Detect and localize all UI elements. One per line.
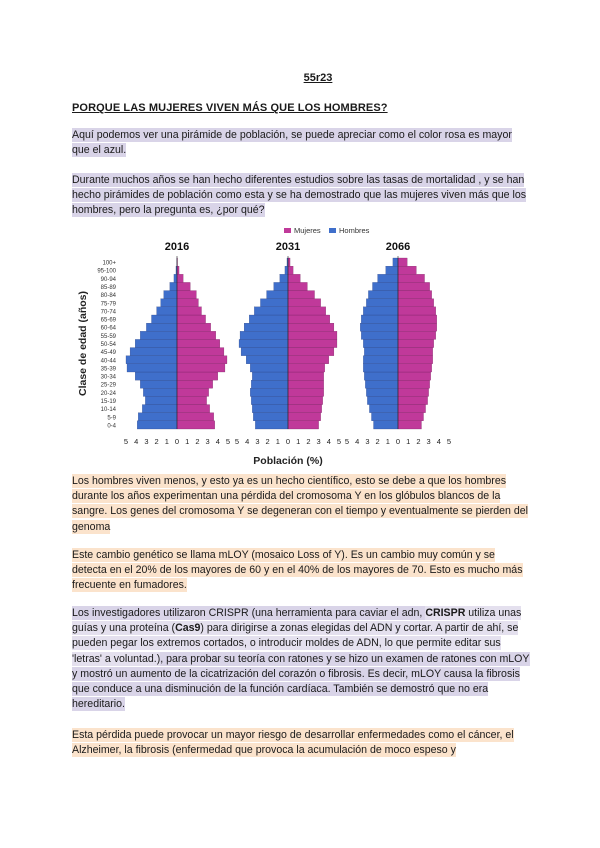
bar-mujeres bbox=[177, 372, 218, 380]
x-tick-label: 5 bbox=[336, 437, 342, 446]
bar-mujeres bbox=[177, 331, 216, 339]
x-tick-label: 2 bbox=[375, 437, 380, 446]
bar-hombres bbox=[369, 405, 398, 413]
bar-mujeres bbox=[398, 396, 428, 404]
bar-hombres bbox=[364, 348, 398, 356]
age-label: 0-4 bbox=[107, 423, 116, 430]
bar-hombres bbox=[373, 282, 399, 290]
bar-mujeres bbox=[398, 405, 426, 413]
paragraph-risks-text: Esta pérdida puede provocar un mayor riesgo de desarrollar enfermedades como el cáncer, el Alzheimer, la fibrosis (enfermedad que provoca la acumulación de moco espeso y bbox=[72, 729, 514, 757]
x-tick-label: 5 bbox=[123, 437, 129, 446]
x-tick-label: 1 bbox=[275, 437, 280, 446]
bar-mujeres bbox=[177, 307, 201, 315]
bar-hombres bbox=[170, 282, 177, 290]
age-label: 55-59 bbox=[100, 333, 116, 340]
bar-mujeres bbox=[288, 291, 315, 299]
age-label: 20-24 bbox=[100, 390, 116, 397]
x-axis-title: Población (%) bbox=[253, 455, 323, 467]
x-tick-label: 5 bbox=[344, 437, 350, 446]
bar-hombres bbox=[253, 413, 288, 421]
paragraph-intro-text: Aquí podemos ver una pirámide de población, se puede apreciar como el color rosa es mayor que el azul. bbox=[72, 129, 512, 157]
bar-hombres bbox=[280, 274, 288, 282]
age-label: 30-34 bbox=[100, 374, 116, 381]
age-label: 50-54 bbox=[100, 342, 116, 348]
bar-hombres bbox=[255, 421, 288, 429]
age-label: 45-49 bbox=[100, 350, 116, 357]
x-tick-label: 1 bbox=[185, 437, 190, 446]
bar-hombres bbox=[360, 323, 398, 331]
x-tick-label: 5 bbox=[234, 437, 240, 446]
legend-swatch-hombres bbox=[329, 228, 336, 233]
x-tick-label: 1 bbox=[385, 437, 390, 446]
paragraph-crispr bbox=[72, 606, 530, 712]
cas9-bold: Cas9 bbox=[175, 622, 201, 635]
bar-hombres bbox=[244, 323, 288, 331]
bar-hombres bbox=[250, 364, 288, 372]
age-label: 80-84 bbox=[100, 293, 116, 300]
crispr-text-a: Los investigadores utilizaron CRISPR (una herramienta para caviar el adn, bbox=[72, 607, 426, 619]
bar-hombres bbox=[252, 372, 288, 380]
bar-mujeres bbox=[398, 299, 434, 307]
bar-mujeres bbox=[398, 274, 425, 282]
y-axis-title: Clase de edad (años) bbox=[77, 290, 89, 397]
document-code: 55r23 bbox=[303, 72, 333, 84]
bar-mujeres bbox=[398, 291, 432, 299]
bar-hombres bbox=[378, 274, 398, 282]
bar-hombres bbox=[366, 299, 398, 307]
bar-hombres bbox=[374, 421, 398, 429]
age-label: 70-74 bbox=[100, 309, 116, 316]
bar-mujeres bbox=[177, 339, 220, 347]
bar-mujeres bbox=[288, 339, 337, 347]
bar-mujeres bbox=[177, 348, 224, 356]
x-tick-label: 2 bbox=[195, 437, 200, 446]
bar-hombres bbox=[260, 299, 288, 307]
paragraph-intro bbox=[72, 128, 530, 158]
bar-mujeres bbox=[398, 258, 407, 266]
bar-mujeres bbox=[288, 421, 319, 429]
x-tick-label: 2 bbox=[265, 437, 270, 446]
x-tick-label: 0 bbox=[174, 437, 180, 446]
x-tick-label: 4 bbox=[215, 437, 220, 446]
x-tick-label: 4 bbox=[326, 437, 331, 446]
x-tick-label: 4 bbox=[436, 437, 441, 446]
bar-hombres bbox=[135, 339, 177, 347]
bar-hombres bbox=[367, 396, 398, 404]
paragraph-studies bbox=[72, 173, 530, 219]
bar-hombres bbox=[140, 331, 177, 339]
bar-mujeres bbox=[288, 405, 322, 413]
bar-mujeres bbox=[288, 282, 307, 290]
bar-mujeres bbox=[288, 323, 334, 331]
legend-label-mujeres: Mujeres bbox=[294, 226, 321, 235]
bar-mujeres bbox=[177, 266, 179, 274]
bar-mujeres bbox=[288, 388, 324, 396]
age-label: 90-94 bbox=[100, 276, 116, 283]
bar-mujeres bbox=[288, 315, 330, 323]
age-label: 40-44 bbox=[100, 358, 116, 365]
age-label: 75-79 bbox=[100, 301, 116, 308]
bar-hombres bbox=[363, 339, 398, 347]
bar-mujeres bbox=[288, 258, 290, 266]
x-tick-label: 5 bbox=[446, 437, 452, 446]
bar-mujeres bbox=[398, 348, 433, 356]
age-label: 10-14 bbox=[100, 407, 116, 414]
bar-mujeres bbox=[398, 339, 434, 347]
bar-hombres bbox=[143, 388, 177, 396]
age-label: 65-69 bbox=[100, 317, 116, 324]
crispr-text-f: , para probar su teoría con ratones y se hizo un examen de ratones con mLOY y mostró un aumento de la cicatrización del corazón o fibrosis. Es decir, mLOY causa la fibrosis que conduce a una disminución de la función cardíaca. También se demostró que no era hereditario. bbox=[72, 652, 530, 711]
bar-hombres bbox=[140, 380, 177, 388]
bar-mujeres bbox=[177, 315, 206, 323]
bar-mujeres bbox=[398, 307, 436, 315]
panel-title: 2031 bbox=[275, 241, 301, 253]
bar-mujeres bbox=[288, 396, 323, 404]
paragraph-studies-text: Durante muchos años se han hecho diferentes estudios sobre las tasas de mortalidad , y se han hecho pirámides de población como esta y se ha demostrado que las mujeres viven más que los hombres, pero la pregunta es, ¿por qué? bbox=[72, 174, 527, 217]
bar-mujeres bbox=[398, 380, 430, 388]
bar-mujeres bbox=[288, 364, 325, 372]
x-tick-label: 3 bbox=[426, 437, 431, 446]
bar-hombres bbox=[363, 356, 398, 364]
bar-mujeres bbox=[177, 323, 211, 331]
bar-hombres bbox=[365, 380, 398, 388]
bar-hombres bbox=[145, 396, 177, 404]
bar-hombres bbox=[142, 405, 177, 413]
x-tick-label: 3 bbox=[144, 437, 149, 446]
document-title: PORQUE LAS MUJERES VIVEN MÁS QUE LOS HOMBRES? bbox=[72, 102, 388, 114]
bar-mujeres bbox=[398, 356, 433, 364]
bar-mujeres bbox=[177, 396, 207, 404]
bar-hombres bbox=[251, 380, 288, 388]
bar-mujeres bbox=[177, 364, 225, 372]
bar-hombres bbox=[254, 307, 288, 315]
bar-hombres bbox=[135, 372, 177, 380]
x-tick-label: 2 bbox=[416, 437, 421, 446]
bar-mujeres bbox=[288, 380, 324, 388]
population-pyramid-chart bbox=[72, 224, 462, 472]
bar-hombres bbox=[366, 388, 398, 396]
bar-hombres bbox=[249, 315, 288, 323]
bar-mujeres bbox=[177, 421, 215, 429]
panel-title: 2066 bbox=[385, 241, 411, 253]
bar-hombres bbox=[152, 315, 178, 323]
bar-mujeres bbox=[177, 291, 196, 299]
bar-hombres bbox=[363, 307, 398, 315]
bar-mujeres bbox=[177, 405, 210, 413]
bar-mujeres bbox=[398, 323, 437, 331]
bar-hombres bbox=[127, 364, 177, 372]
x-tick-label: 3 bbox=[205, 437, 210, 446]
x-tick-label: 4 bbox=[355, 437, 360, 446]
bar-mujeres bbox=[398, 266, 416, 274]
bar-hombres bbox=[130, 348, 177, 356]
bar-mujeres bbox=[398, 413, 424, 421]
bar-hombres bbox=[285, 266, 288, 274]
bar-hombres bbox=[364, 372, 398, 380]
bar-mujeres bbox=[177, 282, 190, 290]
legend-label-hombres: Hombres bbox=[339, 226, 370, 235]
x-tick-label: 3 bbox=[365, 437, 370, 446]
bar-hombres bbox=[363, 364, 398, 372]
bar-mujeres bbox=[398, 364, 432, 372]
bar-mujeres bbox=[288, 307, 326, 315]
x-tick-label: 3 bbox=[316, 437, 321, 446]
bar-mujeres bbox=[398, 331, 436, 339]
x-tick-label: 2 bbox=[154, 437, 159, 446]
bar-hombres bbox=[368, 291, 398, 299]
x-tick-label: 1 bbox=[406, 437, 411, 446]
bar-mujeres bbox=[288, 413, 321, 421]
bar-mujeres bbox=[288, 372, 324, 380]
bar-mujeres bbox=[177, 299, 198, 307]
bar-mujeres bbox=[398, 388, 429, 396]
age-label: 95-100 bbox=[97, 268, 116, 275]
bar-mujeres bbox=[177, 413, 214, 421]
bar-hombres bbox=[146, 323, 177, 331]
x-tick-label: 0 bbox=[285, 437, 291, 446]
paragraph-mloy bbox=[72, 548, 530, 594]
bar-hombres bbox=[240, 331, 288, 339]
paragraph-risks bbox=[72, 728, 530, 758]
crispr-text-c: utiliza unas guías y una proteína ( bbox=[72, 607, 522, 635]
bar-hombres bbox=[161, 299, 177, 307]
bar-mujeres bbox=[288, 266, 293, 274]
bar-hombres bbox=[361, 331, 398, 339]
bar-hombres bbox=[157, 307, 177, 315]
crispr-text-e: ) para dirigirse a zonas elegidas del ADN y cortar. A partir de ahí, se pueden pegar los extremos cortados, o introducir moldes de ADN, lo que permite editar sus 'letras' a voluntad.) bbox=[72, 622, 519, 665]
bar-hombres bbox=[371, 413, 398, 421]
x-tick-label: 5 bbox=[225, 437, 231, 446]
bar-mujeres bbox=[398, 315, 437, 323]
paragraph-chromosome bbox=[72, 474, 530, 535]
bar-hombres bbox=[138, 413, 177, 421]
bar-hombres bbox=[274, 282, 288, 290]
x-tick-label: 2 bbox=[306, 437, 311, 446]
age-label: 35-39 bbox=[100, 366, 116, 373]
bar-hombres bbox=[393, 258, 398, 266]
bar-mujeres bbox=[288, 331, 337, 339]
bar-mujeres bbox=[177, 380, 213, 388]
bar-hombres bbox=[386, 266, 398, 274]
bar-hombres bbox=[246, 356, 288, 364]
bar-mujeres bbox=[288, 348, 334, 356]
bar-mujeres bbox=[398, 282, 430, 290]
panel-title: 2016 bbox=[164, 241, 190, 253]
population-pyramid-svg bbox=[72, 224, 462, 472]
bar-hombres bbox=[137, 421, 177, 429]
x-tick-label: 4 bbox=[245, 437, 250, 446]
bar-hombres bbox=[164, 291, 177, 299]
bar-hombres bbox=[252, 405, 288, 413]
legend-swatch-mujeres bbox=[284, 228, 291, 233]
bar-hombres bbox=[126, 356, 177, 364]
age-label: 15-19 bbox=[100, 399, 116, 405]
crispr-bold: CRISPR bbox=[425, 607, 466, 619]
bar-mujeres bbox=[288, 274, 300, 282]
bar-mujeres bbox=[177, 388, 209, 396]
bar-mujeres bbox=[398, 372, 431, 380]
paragraph-chromosome-text: Los hombres viven menos, y esto ya es un hecho científico, esto se debe a que los hombres durante los años experimentan una pérdida del cromosoma Y en los glóbulos blancos de la sangre. Los genes del cromosoma Y se degeneran con el tiempo y eventualmente se pierden del genoma bbox=[72, 475, 529, 533]
age-label: 85-89 bbox=[100, 285, 116, 291]
bar-hombres bbox=[250, 388, 288, 396]
bar-hombres bbox=[241, 348, 288, 356]
x-tick-label: 3 bbox=[255, 437, 260, 446]
bar-hombres bbox=[251, 396, 288, 404]
bar-mujeres bbox=[288, 356, 329, 364]
bar-mujeres bbox=[288, 299, 321, 307]
age-label: 25-29 bbox=[100, 382, 116, 389]
bar-hombres bbox=[361, 315, 398, 323]
x-tick-label: 1 bbox=[296, 437, 301, 446]
x-tick-label: 1 bbox=[164, 437, 169, 446]
paragraph-mloy-text: Este cambio genético se llama mLOY (mosaico Loss of Y). Es un cambio muy común y se detecta en el 20% de los mayores de 60 y en el 40% de los mayores de 70. Esto es mucho más frecuente en fumadores. bbox=[72, 549, 523, 592]
x-tick-label: 0 bbox=[395, 437, 401, 446]
bar-hombres bbox=[267, 291, 288, 299]
bar-mujeres bbox=[398, 421, 421, 429]
x-tick-label: 4 bbox=[134, 437, 139, 446]
age-label: 60-64 bbox=[100, 325, 116, 332]
bar-mujeres bbox=[177, 274, 183, 282]
age-label: 5-9 bbox=[107, 415, 116, 422]
bar-mujeres bbox=[177, 356, 227, 364]
bar-hombres bbox=[239, 339, 288, 347]
bar-hombres bbox=[174, 274, 177, 282]
age-label: 100+ bbox=[102, 260, 116, 267]
